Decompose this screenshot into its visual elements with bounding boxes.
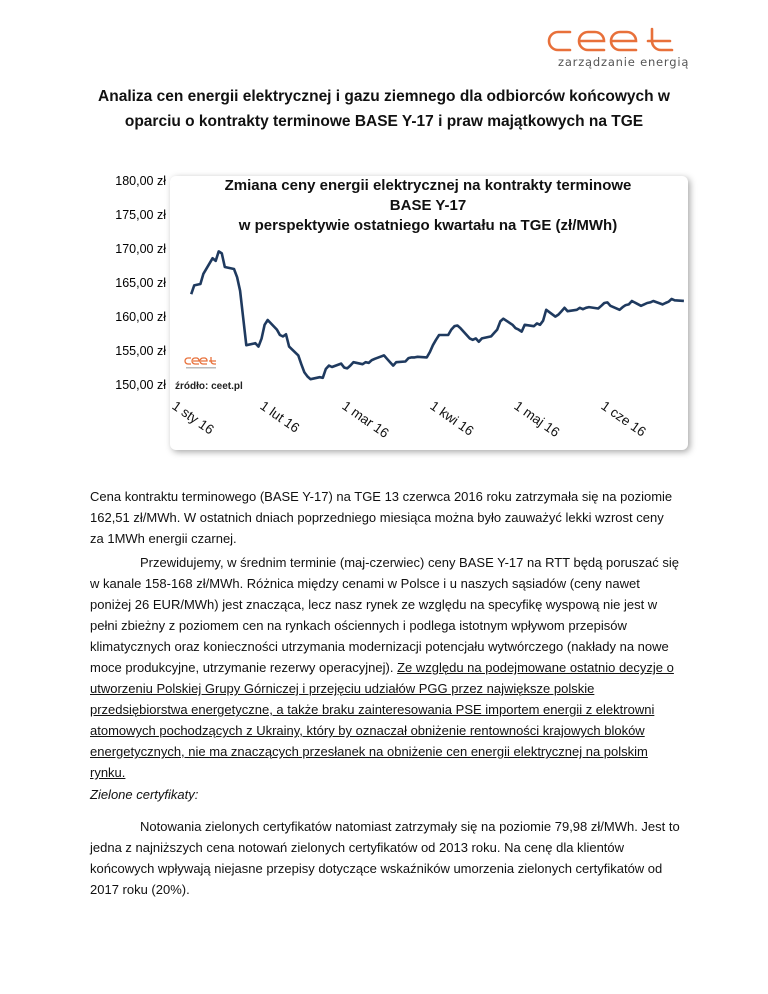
price-series-line — [191, 251, 684, 379]
y-tick-label: 160,00 zł — [115, 310, 166, 324]
paragraph-forecast — [90, 552, 680, 783]
title-line-1: Analiza cen energii elektrycznej i gazu ziemnego dla odbiorców końcowych w — [98, 88, 670, 105]
logo-tagline: zarządzanie energią — [558, 55, 690, 69]
paragraph-green-certificates: Notowania zielonych certyfikatów natomiast zatrzymały się na poziomie 79,98 zł/MWh. Jest to jedna z najniższych cena notowań zielonych certyfikatów od 2013 roku. Na cenę dla klientów końcowych wpływają niejasne przepisy dotyczące wskaźników umorzenia zielonych certyfikatów od 2017 roku (20%). — [90, 819, 680, 897]
section-heading-green-certificates: Zielone certyfikaty: — [90, 787, 199, 802]
forecast-underlined-text: Ze względu na podejmowane ostatnio decyzje o utworzeniu Polskiej Grupy Górniczej i przejęciu udziałów PGG przez największe polskie przedsiębiorstwa energetyczne, a także braku zainteresowania PSE importem energii z elektrowni atomowych pochodzących z Ukrainy, który by oznaczał obniżenie rentowności krajowych bloków energetycznych, nie ma znaczących przesłanek na obniżenie cen energii elektrycznej na polskim rynku. — [90, 660, 674, 780]
x-tick-label: 1 lut 16 — [257, 398, 303, 436]
y-tick-label: 175,00 zł — [115, 208, 166, 222]
forecast-text: Przewidujemy, w średnim terminie (maj-czerwiec) ceny BASE Y-17 na RTT będą poruszać się w kanale 158-168 zł/MWh. Różnica między cenami w Polsce i u naszych sąsiadów (ceny nawet poniżej 26 EUR/MWh) jest znacząca, lecz nasz rynek ze względu na specyfikę wyspową nie jest w pełni zbieżny z poziomem cen na rynkach ościennych i podlega istotnym wpływom przepisów klimatycznych oraz konieczności utrzymania modernizacji potencjału wytwórczego (nakłady na nowe moce produkcyjne, utrzymanie rezerwy operacyjnej). — [90, 555, 679, 675]
y-tick-label: 170,00 zł — [115, 242, 166, 256]
paragraph-price: Cena kontraktu terminowego (BASE Y-17) na TGE 13 czerwca 2016 roku zatrzymała się na poziomie 162,51 zł/MWh. W ostatnich dniach poprzedniego miesiąca można było zauważyć lekki wzrost ceny za 1MWh energii czarnej. — [90, 489, 673, 546]
x-tick-label: 1 kwi 16 — [427, 398, 477, 439]
y-tick-label: 155,00 zł — [115, 344, 166, 358]
chart-title-line: w perspektywie ostatniego kwartału na TGE (zł/MWh) — [238, 217, 618, 234]
price-chart — [100, 170, 700, 460]
chart-title-line: BASE Y-17 — [389, 197, 467, 214]
source-logo — [184, 356, 218, 372]
y-tick-label: 150,00 zł — [115, 378, 166, 392]
y-tick-label: 180,00 zł — [115, 174, 166, 188]
y-tick-label: 165,00 zł — [115, 276, 166, 290]
x-tick-label: 1 maj 16 — [511, 398, 563, 440]
chart-title-line: Zmiana ceny energii elektrycznej na kontrakty terminowe — [224, 177, 632, 194]
document-title — [60, 84, 708, 134]
x-tick-label: 1 sty 16 — [169, 398, 217, 438]
x-tick-label: 1 cze 16 — [598, 398, 649, 440]
chart-source: źródło: ceet.pl — [175, 381, 243, 392]
x-tick-label: 1 mar 16 — [339, 398, 392, 441]
title-line-2: oparciu o kontrakty terminowe BASE Y-17 i praw majątkowych na TGE — [124, 113, 644, 130]
